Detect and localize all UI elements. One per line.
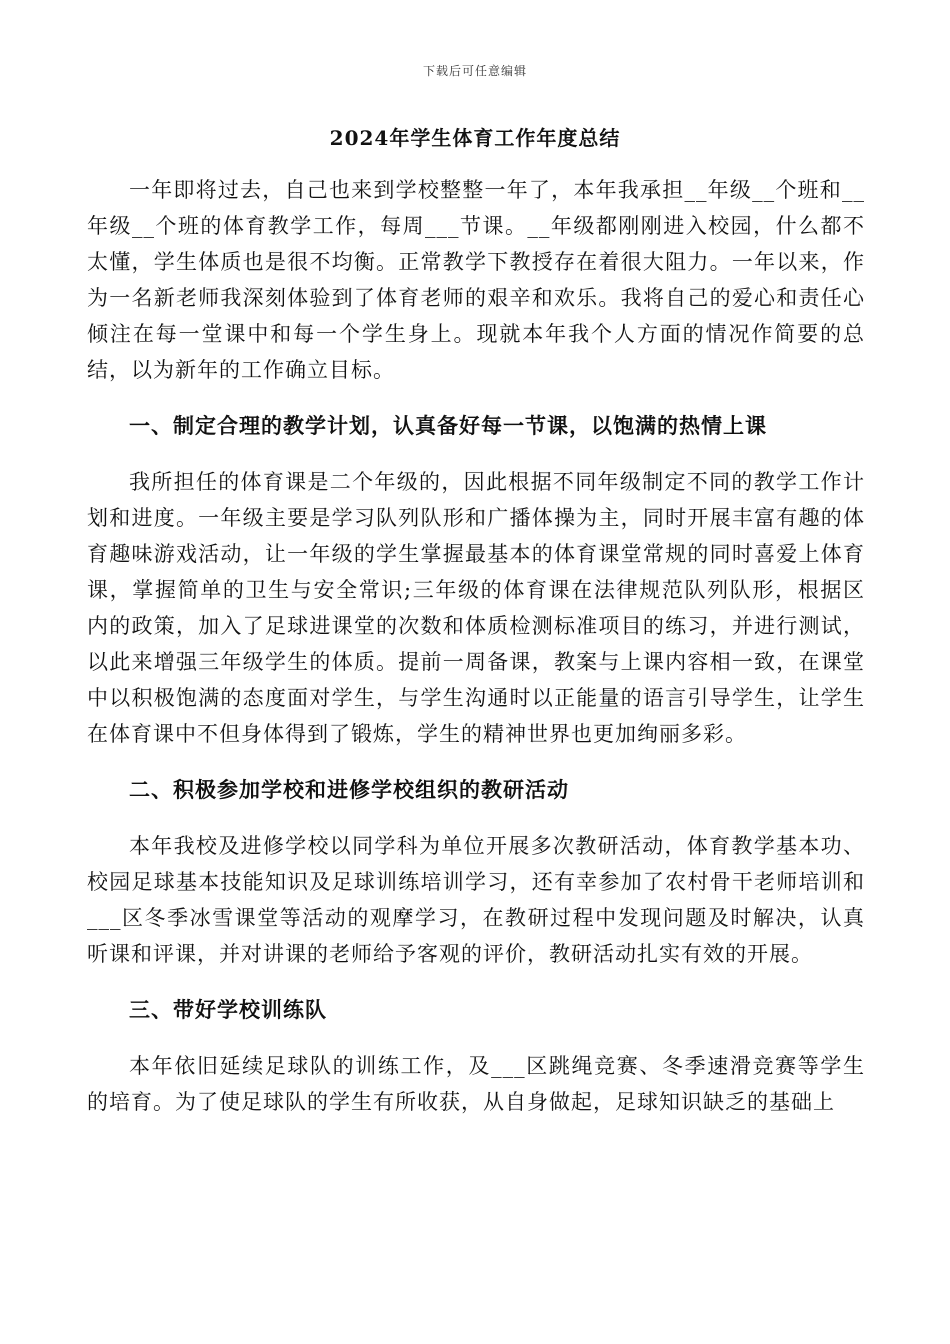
section-heading-1: 一、制定合理的教学计划，认真备好每一节课，以饱满的热情上课 <box>129 413 767 438</box>
section-heading-3: 三、带好学校训练队 <box>129 997 327 1022</box>
download-note: 下载后可任意编辑 <box>422 64 527 78</box>
section-paragraph-1: 我所担任的体育课是二个年级的，因此根据不同年级制定不同的教学工作计划和进度。一年级主要是学习队列队形和广播体操为主，同时开展丰富有趣的体育趣味游戏活动，让一年级的学生掌握最基本的体育课堂常规的同时喜爱上体育课，掌握简单的卫生与安全常识;三年级的体育课在法律规范队列队形，根据区内的政策，加入了足球进课堂的次数和体质检测标准项目的练习，并进行测试，以此来增强三年级学生的体质。提前一周备课，教案与上课内容相一致，在课堂中以积极饱满的态度面对学生，与学生沟通时以正能量的语言引导学生，让学生在体育课中不但身体得到了锻炼，学生的精神世界也更加绚丽多彩。 <box>87 470 865 746</box>
document-body <box>87 172 865 1120</box>
section-heading-2: 二、积极参加学校和进修学校组织的教研活动 <box>129 777 569 802</box>
section-paragraph-3: 本年依旧延续足球队的训练工作，及___区跳绳竞赛、冬季速滑竞赛等学生的培育。为了使足球队的学生有所收获，从自身做起，足球知识缺乏的基础上 <box>87 1054 865 1114</box>
intro-paragraph: 一年即将过去，自己也来到学校整整一年了，本年我承担__年级__个班和__年级__个班的体育教学工作，每周___节课。__年级都刚刚进入校园，什么都不太懂，学生体质也是很不均衡。正常教学下教授存在着很大阻力。一年以来，作为一名新老师我深刻体验到了体育老师的艰辛和欢乐。我将自己的爱心和责任心倾注在每一堂课中和每一个学生身上。现就本年我个人方面的情况作简要的总结，以为新年的工作确立目标。 <box>87 178 865 382</box>
document-title: 2024年学生体育工作年度总结 <box>329 126 621 150</box>
section-paragraph-2: 本年我校及进修学校以同学科为单位开展多次教研活动，体育教学基本功、校园足球基本技能知识及足球训练培训学习，还有幸参加了农村骨干老师培训和___区冬季冰雪课堂等活动的观摩学习，在教研过程中发现问题及时解决，认真听课和评课，并对讲课的老师给予客观的评价，教研活动扎实有效的开展。 <box>87 834 865 966</box>
